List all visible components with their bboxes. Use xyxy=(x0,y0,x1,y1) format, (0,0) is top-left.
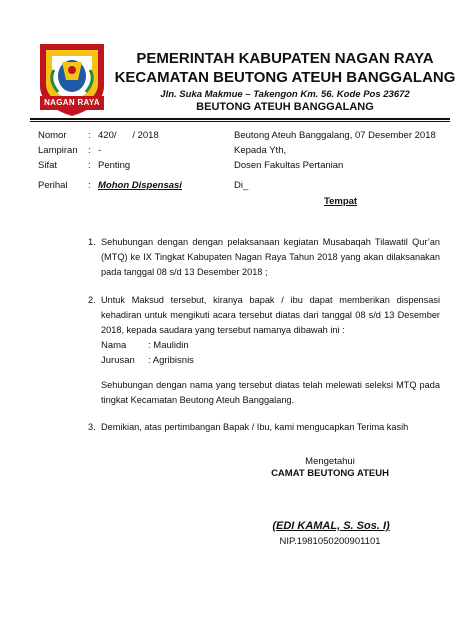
paragraph-number: 3. xyxy=(88,422,96,432)
letterhead-line2: KECAMATAN BEUTONG ATEUH BANGGALANG xyxy=(114,69,456,86)
nama-value: : Maulidin xyxy=(148,340,189,351)
colon: : xyxy=(88,145,91,156)
lampiran-label: Lampiran xyxy=(38,145,78,156)
place-date: Beutong Ateuh Banggalang, 07 Desember 2018 xyxy=(234,130,436,141)
letterhead-line4: BEUTONG ATEUH BANGGALANG xyxy=(196,101,374,113)
jurusan-label: Jurusan xyxy=(101,355,135,366)
perihal-value: Mohon Dispensasi xyxy=(98,180,182,191)
nomor-label: Nomor xyxy=(38,130,67,141)
colon: : xyxy=(88,180,91,191)
di: Di_ xyxy=(234,180,249,191)
mengetahui: Mengetahui xyxy=(305,456,355,467)
nama-label: Nama xyxy=(101,340,127,351)
tempat: Tempat xyxy=(324,196,358,207)
nomor-value: 420/ / 2018 xyxy=(98,130,159,141)
paragraph-number: 2. xyxy=(88,295,96,305)
paragraph-2: Untuk Maksud tersebut, kiranya bapak / ibu dapat memberikan dispensasi kehadiran untuk mengikuti acara tersebut diatas dari tanggal 08 s/d 13 Desember 2018, kepada saudara yang tersebut namanya dibawah ini : xyxy=(101,295,440,335)
sifat-label: Sifat xyxy=(38,160,58,171)
signatory-name: (EDI KAMAL, S. Sos. I) xyxy=(272,520,390,532)
signatory-title: CAMAT BEUTONG ATEUH xyxy=(271,468,389,479)
signatory-nip: NIP.1981050200901101 xyxy=(279,536,381,547)
paragraph-1: Sehubungan dengan dengan pelaksanaan kegiatan Musabaqah Tilawatil Qur’an (MTQ) ke IX Tingkat Kabupaten Nagan Raya Tahun 2018 yang akan dilaksanakan pada tanggal 08 s/d 13 Desember 2018 ; xyxy=(101,237,440,277)
lampiran-value: - xyxy=(98,145,102,156)
paragraph-3: Demikian, atas pertimbangan Bapak / Ibu, kami mengucapkan Terima kasih xyxy=(101,422,409,432)
kepada-yth: Kepada Yth, xyxy=(234,145,287,156)
recipient: Dosen Fakultas Pertanian xyxy=(234,160,344,171)
colon: : xyxy=(88,130,91,141)
letterhead-rule xyxy=(30,118,450,120)
jurusan-value: : Agribisnis xyxy=(148,355,194,366)
logo-caption: NAGAN RAYA xyxy=(40,96,104,110)
letterhead-line1: PEMERINTAH KABUPATEN NAGAN RAYA xyxy=(136,50,434,67)
sifat-value: Penting xyxy=(98,160,131,171)
letterhead-rule-thin xyxy=(30,121,450,122)
paragraph-2b: Sehubungan dengan nama yang tersebut diatas telah melewati seleksi MTQ pada tingkat Kecamatan Beutong Ateuh Banggalang. xyxy=(101,380,440,405)
paragraph-number: 1. xyxy=(88,237,96,247)
letterhead-address: Jln. Suka Makmue – Takengon Km. 56. Kode Pos 23672 xyxy=(160,89,410,100)
perihal-label: Perihal xyxy=(38,180,68,191)
colon: : xyxy=(88,160,91,171)
